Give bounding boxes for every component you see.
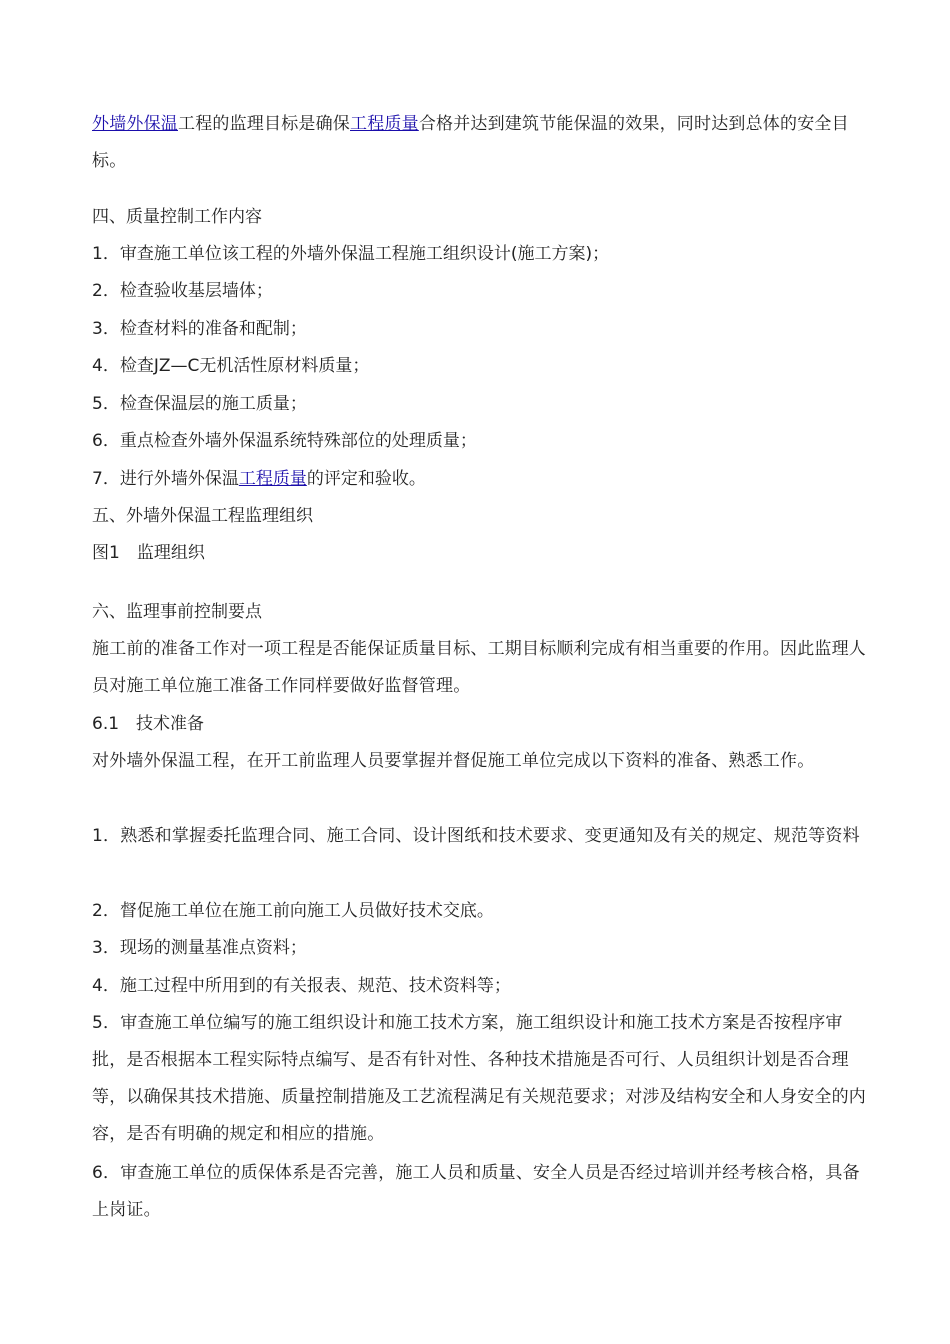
section6-item-3: 3．现场的测量基准点资料； xyxy=(92,938,307,958)
section4-item-6: 6．重点检查外墙外保温系统特殊部位的处理质量； xyxy=(92,431,477,451)
intro-text-2: 合格并达到建筑节能保温的效果，同时达到总体的安全目标。 xyxy=(92,114,849,171)
section6-subheading: 6.1 技术准备 xyxy=(92,714,205,734)
section6-item-6: 6．审查施工单位的质保体系是否完善，施工人员和质量、安全人员是否经过培训并经考核合格，具备上岗证。 xyxy=(92,1163,860,1220)
item7-suffix: 的评定和验收。 xyxy=(306,469,426,489)
link-exterior-insulation[interactable]: 外墙外保温 xyxy=(92,114,178,134)
section6-item-4: 4．施工过程中所用到的有关报表、规范、技术资料等； xyxy=(92,976,511,996)
section5-heading: 五、外墙外保温工程监理组织 xyxy=(92,506,313,526)
item7-prefix: 7．进行外墙外保温 xyxy=(92,469,239,489)
section6-heading: 六、监理事前控制要点 xyxy=(92,602,262,622)
section4-item-2: 2．检查验收基层墙体； xyxy=(92,281,273,301)
section4-item-7 xyxy=(92,461,426,498)
section4-item-4: 4．检查JZ—C无机活性原材料质量； xyxy=(92,356,370,376)
section4-item-5: 5．检查保温层的施工质量； xyxy=(92,394,307,414)
link-project-quality[interactable]: 工程质量 xyxy=(350,114,419,134)
figure-caption: 图1 监理组织 xyxy=(92,543,205,563)
intro-paragraph xyxy=(92,106,872,180)
section4-heading: 四、质量控制工作内容 xyxy=(92,207,262,227)
section4-item-3: 3．检查材料的准备和配制； xyxy=(92,319,307,339)
section6-intro: 施工前的准备工作对一项工程是否能保证质量目标、工期目标顺利完成有相当重要的作用。因此监理人员对施工单位施工准备工作同样要做好监督管理。 xyxy=(92,639,866,696)
section4-item-1: 1．审查施工单位该工程的外墙外保温工程施工组织设计(施工方案)； xyxy=(92,244,610,264)
link-project-quality-2[interactable]: 工程质量 xyxy=(238,469,307,489)
intro-text-1: 工程的监理目标是确保 xyxy=(178,114,350,134)
section6-item-1: 1．熟悉和掌握委托监理合同、施工合同、设计图纸和技术要求、变更通知及有关的规定、规范等资料 xyxy=(92,826,860,846)
section6-item-2: 2．督促施工单位在施工前向施工人员做好技术交底。 xyxy=(92,901,494,921)
section6-sub-intro: 对外墙外保温工程，在开工前监理人员要掌握并督促施工单位完成以下资料的准备、熟悉工作。 xyxy=(92,751,815,771)
section6-item-5: 5．审查施工单位编写的施工组织设计和施工技术方案，施工组织设计和施工技术方案是否按程序审批，是否根据本工程实际特点编写、是否有针对性、各种技术措施是否可行、人员组织计划是否合理等，以确保其技术措施、质量控制措施及工艺流程满足有关规范要求；对涉及结构安全和人身安全的内容，是否有明确的规定和相应的措施。 xyxy=(92,1013,866,1144)
